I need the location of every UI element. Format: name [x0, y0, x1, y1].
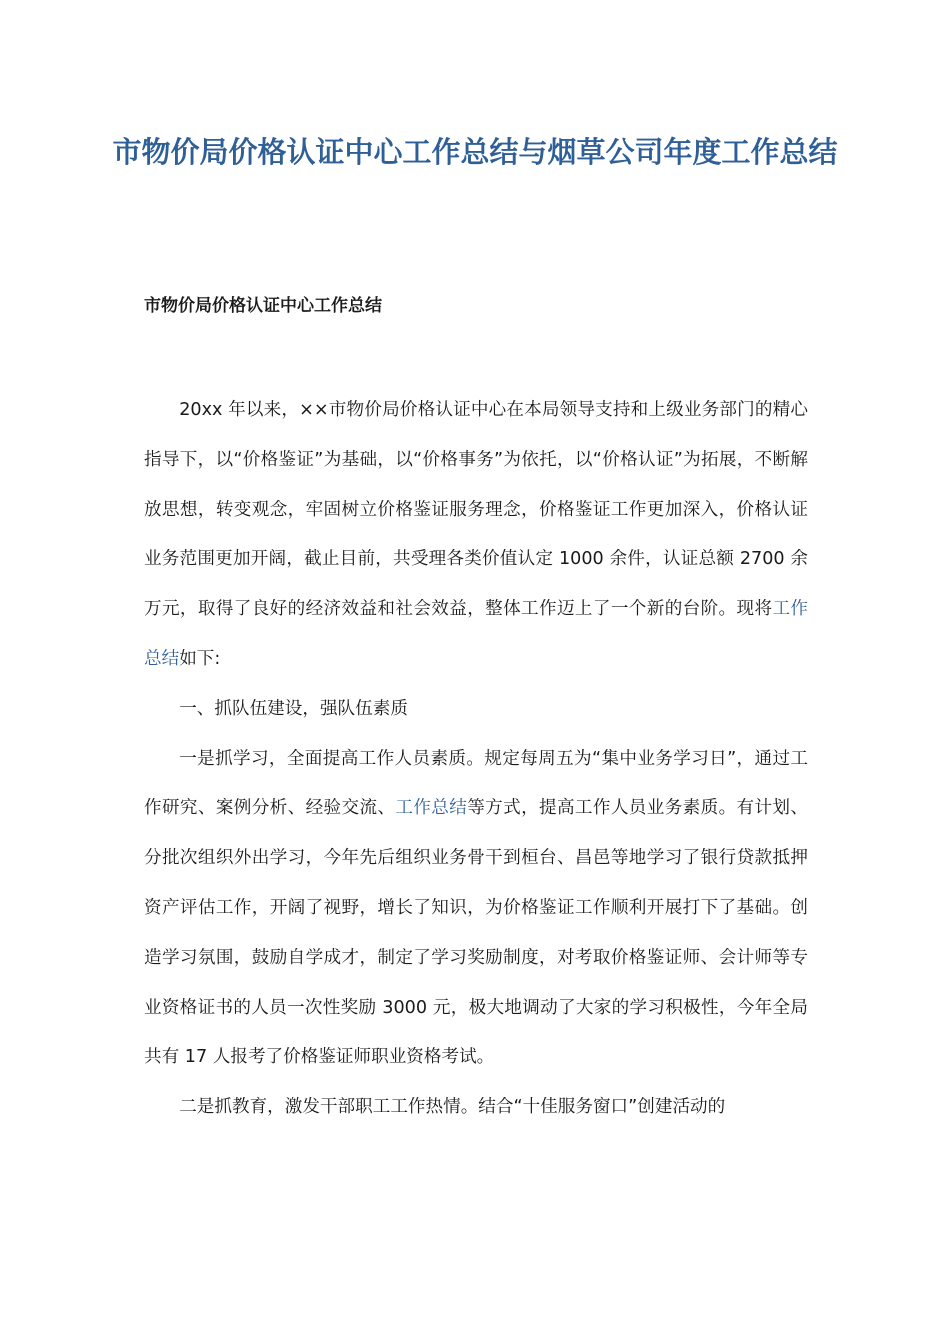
- paragraph-text: 如下:: [179, 648, 221, 669]
- section-heading: 市物价局价格认证中心工作总结: [144, 296, 382, 316]
- paragraph-text: 等方式，提高工作人员业务素质。有计划、分批次组织外出学习，今年先后组织业务骨干到桓台、昌邑等地学习了银行贷款抵押资产评估工作，开阔了视野，增长了知识，为价格鉴证工作顺利开展打下了基础。创造学习氛围，鼓励自学成才，制定了学习奖励制度，对考取价格鉴证师、会计师等专业资格证书的人员一次性奖励 3000 元，极大地调动了大家的学习积极性，今年全局共有 17 人报考了价格鉴证师职业资格考试。: [144, 798, 808, 1068]
- document-body: [144, 386, 808, 1133]
- paragraph-study: [144, 735, 808, 1084]
- work-summary-link[interactable]: 工作总结: [144, 599, 808, 669]
- paragraph-intro: [144, 386, 808, 685]
- work-summary-link[interactable]: 工作总结: [395, 798, 468, 819]
- subheading-team-building: 一、抓队伍建设，强队伍素质: [179, 698, 408, 719]
- paragraph-text: 20xx 年以来，××市物价局价格认证中心在本局领导支持和上级业务部门的精心指导下，以“价格鉴证”为基础，以“价格事务”为依托，以“价格认证”为拓展，不断解放思想，转变观念，牢固树立价格鉴证服务理念，价格鉴证工作更加深入，价格认证业务范围更加开阔，截止目前，共受理各类价值认定 1000 余件，认证总额 2700 余万元，取得了良好的经济效益和社会效益，整体工作迈上了一个新的台阶。现将: [144, 400, 808, 620]
- paragraph-text: 一是抓学习，全面提高工作人员素质。规定每周五为“集中业务学习日”，通过工作研究、案例分析、经验交流、: [144, 748, 808, 819]
- paragraph-education: 二是抓教育，激发干部职工工作热情。结合“十佳服务窗口”创建活动的: [179, 1097, 726, 1118]
- document-title: 市物价局价格认证中心工作总结与烟草公司年度工作总结: [112, 135, 838, 169]
